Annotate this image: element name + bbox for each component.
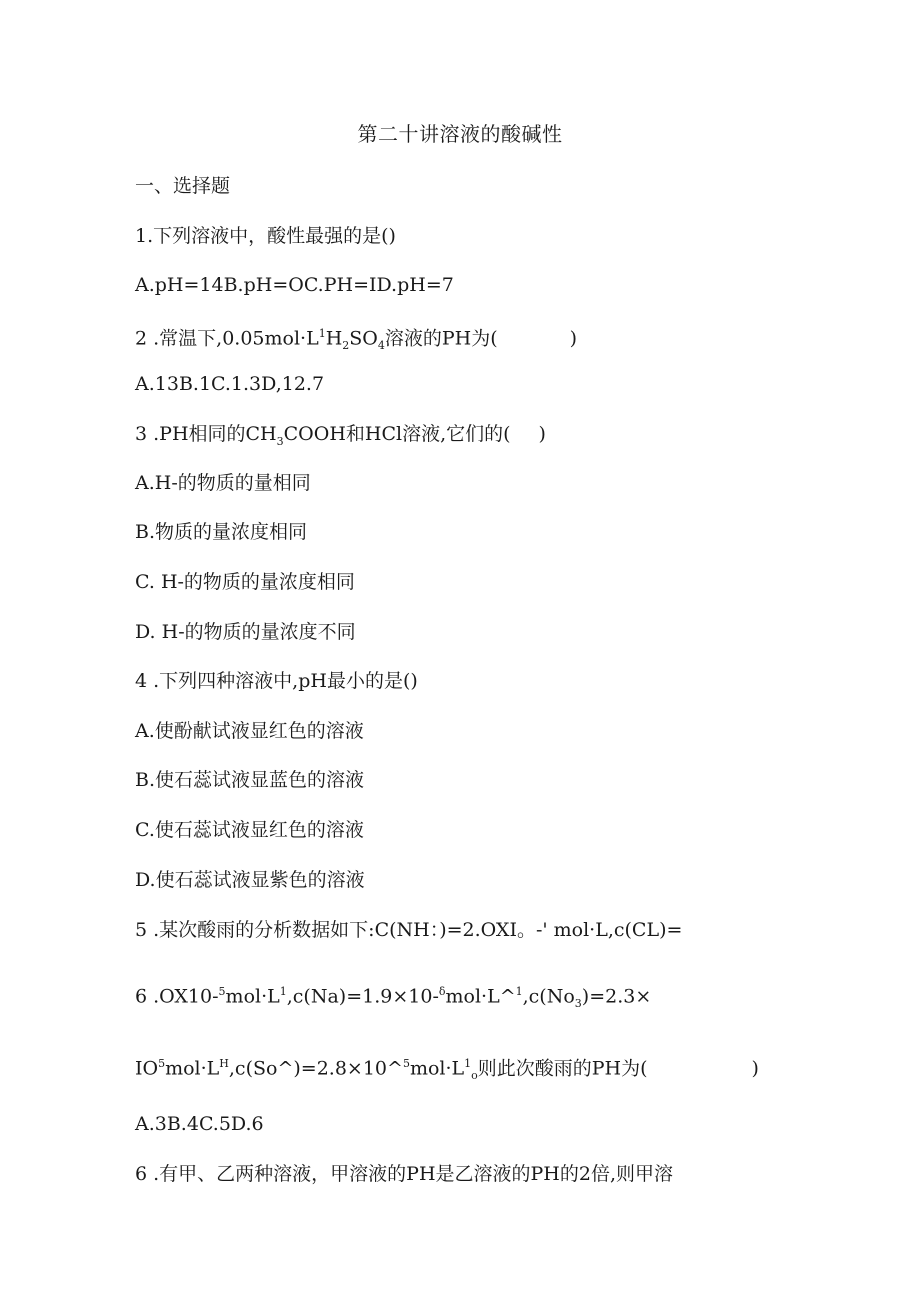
question-4-option-a: A.使酚献试液显红色的溶液 xyxy=(135,720,364,742)
q5-l2-sup-1: 5 xyxy=(218,985,226,998)
q5-l3-sup-4: 1 xyxy=(464,1057,472,1070)
question-2-stem xyxy=(135,320,785,360)
q5-l3-e: 则此次酸雨的PH为( xyxy=(477,1057,648,1080)
q5-l2-sub-1: 3 xyxy=(574,997,582,1011)
q2-sup-1: 1 xyxy=(318,327,326,340)
page-title: 第二十讲溶液的酸碱性 xyxy=(357,122,563,146)
q5-l2-b: mol·L xyxy=(225,985,280,1008)
question-4-stem: 4 .下列四种溶液中,pH最小的是() xyxy=(135,670,418,692)
question-4-option-d: D.使石蕊试液显紫色的溶液 xyxy=(135,869,365,891)
question-3-option-a: A.H-的物质的量相同 xyxy=(135,472,311,494)
q5-l3-b: mol·L xyxy=(165,1057,220,1080)
q5-l3-sup-3: 5 xyxy=(402,1057,410,1070)
q2-sub-2: 4 xyxy=(377,339,385,353)
question-6-stem: 6 .有甲、乙两种溶液，甲溶液的PH是乙溶液的PH的2倍,则甲溶 xyxy=(135,1163,674,1185)
q5-l2-f: )=2.3× xyxy=(581,985,652,1008)
q5-l3-sup-2: H xyxy=(219,1057,229,1070)
q5-l2-c: ,c(Na)=1.9×10- xyxy=(286,985,439,1008)
question-3-option-d: D. H-的物质的量浓度不同 xyxy=(135,621,356,643)
q5-l3-a: IO xyxy=(135,1057,159,1080)
q2-sub-1: 2 xyxy=(342,339,350,353)
question-5-line-3 xyxy=(135,1050,785,1090)
question-1-options: A.pH=14B.pH=OC.PH=ID.pH=7 xyxy=(135,274,454,296)
question-4-option-c: C.使石蕊试液显红色的溶液 xyxy=(135,819,364,841)
question-2-options: A.13B.1C.1.3D,12.7 xyxy=(135,373,325,395)
q3-text-a: 3 .PH相同的CH xyxy=(135,423,277,445)
question-5-line-1: 5 .某次酸雨的分析数据如下:C(NH：)=2.OXI。-' mol·L,c(CL)= xyxy=(135,919,683,941)
q3-sub-1: 3 xyxy=(276,434,284,448)
question-3-option-b: B.物质的量浓度相同 xyxy=(135,521,308,543)
q2-close-paren: ) xyxy=(569,327,578,350)
q5-close-paren: ) xyxy=(751,1057,759,1080)
q2-text-a: 2 .常温下,0.05mol·L xyxy=(135,327,319,350)
q3-close-paren: ) xyxy=(538,423,546,445)
question-1-stem: 1.下列溶液中，酸性最强的是() xyxy=(135,225,396,247)
q5-l2-d: mol·L^ xyxy=(445,985,516,1008)
question-4-option-b: B.使石蕊试液显蓝色的溶液 xyxy=(135,769,365,791)
q5-l3-d: mol·L xyxy=(409,1057,465,1080)
q5-l3-sub-1: o xyxy=(471,1069,478,1083)
question-5-line-2 xyxy=(135,978,785,1018)
q2-text-b: H xyxy=(325,327,343,350)
question-3-stem xyxy=(135,420,785,456)
q5-l3-sup-1: 5 xyxy=(158,1057,166,1070)
q2-text-d: 溶液的PH为( xyxy=(384,327,498,350)
q2-text-c: SO xyxy=(349,327,378,350)
q5-l3-c: ,c(So^)=2.8×10^ xyxy=(228,1057,403,1080)
q5-l2-sup-2: 1 xyxy=(279,985,287,998)
q3-text-b: COOH和HCl溶液,它们的( xyxy=(283,423,511,445)
q5-l2-sup-3: δ xyxy=(438,985,446,998)
question-3-option-c: C. H-的物质的量浓度相同 xyxy=(135,571,355,593)
q5-l2-a: 6 .OX10- xyxy=(135,985,219,1008)
q5-l2-e: ,c(No xyxy=(522,985,575,1008)
question-5-options: A.3B.4C.5D.6 xyxy=(135,1113,264,1135)
section-heading: 一、选择题 xyxy=(135,175,231,197)
q5-l2-sup-4: 1 xyxy=(515,985,523,998)
